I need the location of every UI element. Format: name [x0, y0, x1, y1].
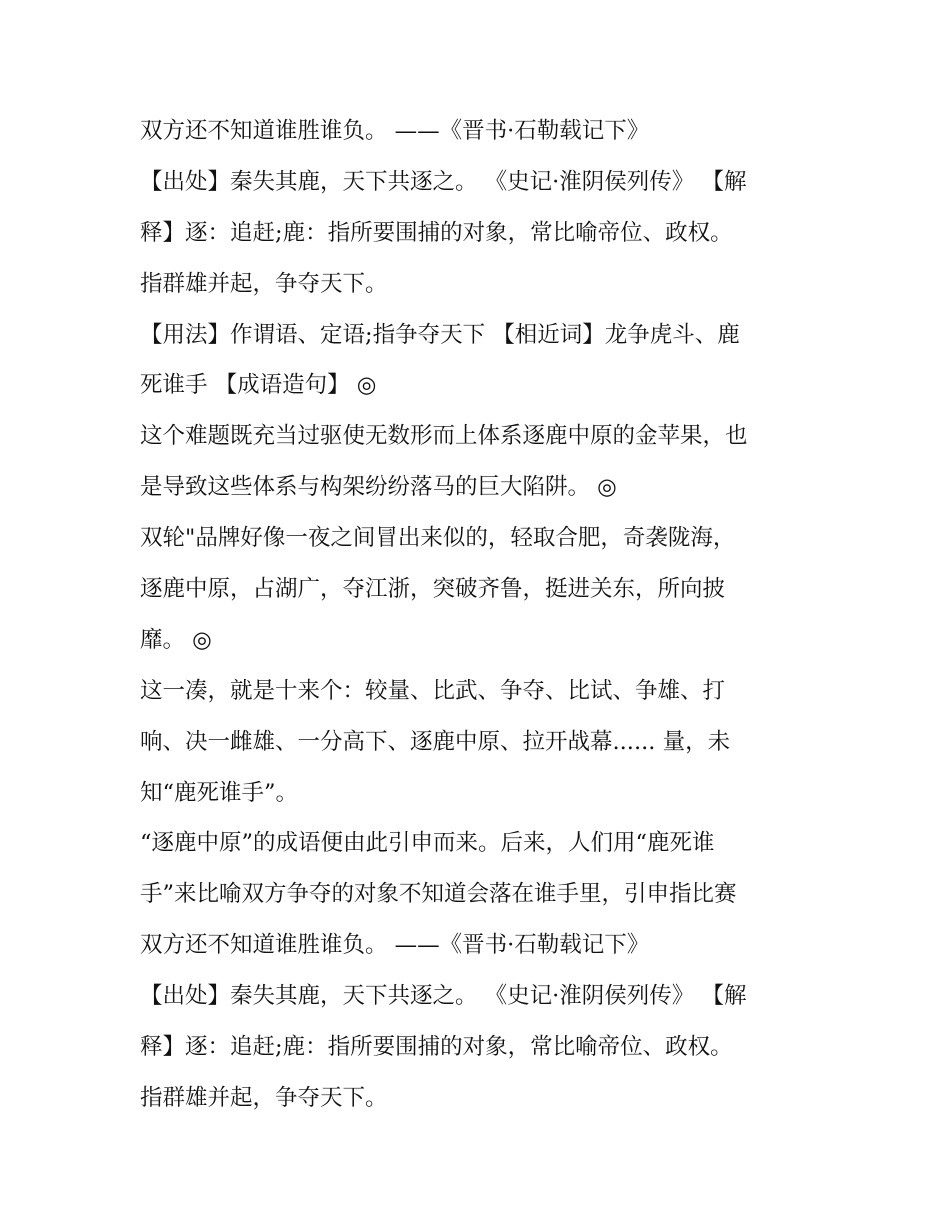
text-line: 【出处】秦失其鹿，天下共逐之。 《史记·淮阴侯列传》 【解 [140, 983, 747, 1010]
text-line: 指群雄并起，争夺天下。 [140, 270, 388, 297]
text-line: 【出处】秦失其鹿，天下共逐之。 《史记·淮阴侯列传》 【解 [140, 168, 747, 195]
text-line: 【用法】作谓语、定语;指争夺天下 【相近词】龙争虎斗、鹿 [140, 321, 740, 348]
text-line: 这一凑，就是十来个：较量、比武、争夺、比试、争雄、打 [140, 677, 726, 704]
text-line: 释】逐：追赶;鹿：指所要围捕的对象，常比喻帝位、政权。 [140, 1034, 733, 1061]
text-line: 这个难题既充当过驱使无数形而上体系逐鹿中原的金苹果，也 [140, 423, 748, 450]
text-line: 死谁手 【成语造句】 ◎ [140, 372, 377, 399]
text-line: 双方还不知道谁胜谁负。 ——《晋书·石勒载记下》 [140, 932, 650, 959]
text-line: 指群雄并起，争夺天下。 [140, 1084, 388, 1111]
text-line: 逐鹿中原，占湖广，夺江浙，突破齐鲁，挺进关东，所向披 [140, 576, 726, 603]
text-line: 双轮"品牌好像一夜之间冒出来似的，轻取合肥，奇袭陇海， [140, 525, 736, 552]
text-line: 知“鹿死谁手”。 [140, 779, 299, 806]
text-line: 响、决一雌雄、一分高下、逐鹿中原、拉开战幕...... 量，未 [140, 728, 731, 755]
text-line: “逐鹿中原”的成语便由此引申而来。后来，人们用“鹿死谁 [140, 830, 715, 857]
text-line: 是导致这些体系与构架纷纷落马的巨大陷阱。 ◎ [140, 474, 617, 501]
text-line: 靡。 ◎ [140, 626, 212, 653]
text-line: 手”来比喻双方争夺的对象不知道会落在谁手里，引申指比赛 [140, 881, 737, 908]
text-line: 释】逐：追赶;鹿：指所要围捕的对象，常比喻帝位、政权。 [140, 219, 733, 246]
text-line: 双方还不知道谁胜谁负。 ——《晋书·石勒载记下》 [140, 118, 650, 144]
document-body [140, 106, 830, 1124]
